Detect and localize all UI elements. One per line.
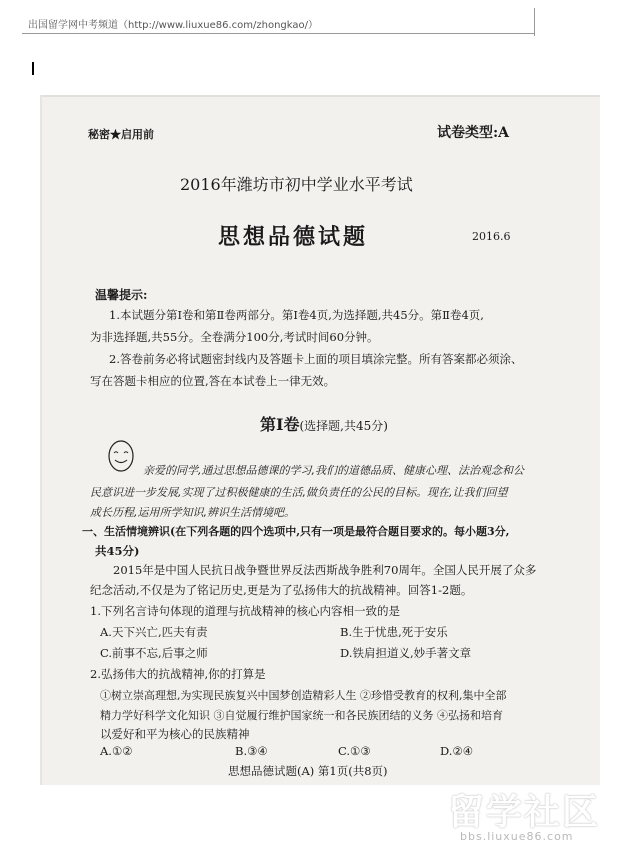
q2-option-b: B.③④	[235, 744, 268, 758]
header-divider	[22, 33, 527, 34]
watermark-main: 留学社区	[448, 792, 601, 833]
q2-option-c: C.①③	[338, 744, 371, 758]
page-footer: 思想品德试题(A) 第1页(共8页)	[228, 764, 388, 778]
passage-line-1: 2015年是中国人民抗日战争暨世界反法西斯战争胜利70周年。全国人民开展了众多	[113, 563, 537, 577]
page-corner-mark	[534, 8, 535, 36]
q2-statement-line-1: ①树立崇高理想,为实现民族复兴中国梦创造精彩人生 ②珍惜受教育的权利,集中全部	[100, 689, 507, 702]
intro-line-2: 民意识进一步发展,实现了过积极健康的生活,做负责任的公民的目标。现在,让我们回望	[90, 486, 508, 499]
q2-statement-line-3: 以爱好和平为核心的民族精神	[100, 727, 250, 741]
part1-heading-line-2: 共45分)	[95, 544, 140, 558]
q1-option-d: D.铁肩担道义,妙手著文章	[340, 646, 472, 660]
scan-edge-left	[40, 95, 42, 785]
q2-option-a: A.①②	[100, 744, 133, 758]
section-subtitle: (选择题,共45分)	[299, 419, 388, 433]
text-cursor	[32, 62, 34, 75]
section-title	[260, 412, 388, 435]
intro-line-1: 亲爱的同学,通过思想品德课的学习,我们的道德品质、健康心理、法治观念和公	[143, 464, 524, 477]
reminder-item-2-line-2: 写在答题卡相应的位置,答在本试卷上一律无效。	[90, 374, 336, 388]
watermark	[448, 784, 616, 844]
q1-option-c: C.前事不忘,后事之师	[100, 646, 208, 660]
q2-stem: 2.弘扬伟大的抗战精神,你的打算是	[90, 667, 266, 681]
passage-line-2: 纪念活动,不仅是为了铭记历史,更是为了弘扬伟大的抗战精神。回答1-2题。	[90, 583, 473, 597]
exam-date: 2016.6	[472, 230, 511, 243]
header-url: 出国留学网中考频道（http://www.liuxue86.com/zhongkao/）	[28, 20, 318, 31]
q1-stem: 1.下列名言诗句体现的道理与抗战精神的核心内容相一致的是	[90, 604, 400, 618]
reminder-item-1-line-2: 为非选择题,共55分。全卷满分100分,考试时间60分钟。	[90, 330, 379, 344]
q2-option-d: D.②④	[440, 744, 474, 758]
smiley-icon	[106, 438, 136, 474]
q1-option-a: A.天下兴亡,匹夫有责	[100, 625, 208, 639]
page-corner-mark-horizontal	[520, 33, 534, 34]
part1-heading-line-1: 一、生活情境辨识(在下列各题的四个选项中,只有一项是最符合题目要求的。每小题3分,	[82, 525, 510, 538]
q1-option-b: B.生于忧患,死于安乐	[340, 625, 448, 639]
reminder-item-1-line-1: 1.本试题分第Ⅰ卷和第Ⅱ卷两部分。第Ⅰ卷4页,为选择题,共45分。第Ⅱ卷4页,	[109, 308, 484, 322]
paper-type: 试卷类型:A	[437, 125, 510, 141]
q2-statement-line-2: 精力学好科学文化知识 ③自觉履行维护国家统一和各民族团结的义务 ④弘扬和培育	[100, 709, 503, 722]
subject-title: 思想品德试题	[218, 224, 369, 250]
watermark-url: bbs.liuxue86.com	[460, 830, 574, 843]
secret-label: 秘密★启用前	[88, 128, 154, 141]
reminder-item-2-line-1: 2.答卷前务必将试题密封线内及答题卡上面的项目填涂完整。所有答案都必须涂、	[109, 352, 523, 366]
exam-title: 2016年潍坊市初中学业水平考试	[180, 175, 413, 194]
intro-line-3: 成长历程,运用所学知识,辨识生活情境吧。	[90, 506, 295, 519]
section-title-main: 第Ⅰ卷	[260, 415, 300, 434]
reminder-label: 温馨提示:	[95, 288, 148, 302]
scan-edge-top	[40, 95, 600, 97]
